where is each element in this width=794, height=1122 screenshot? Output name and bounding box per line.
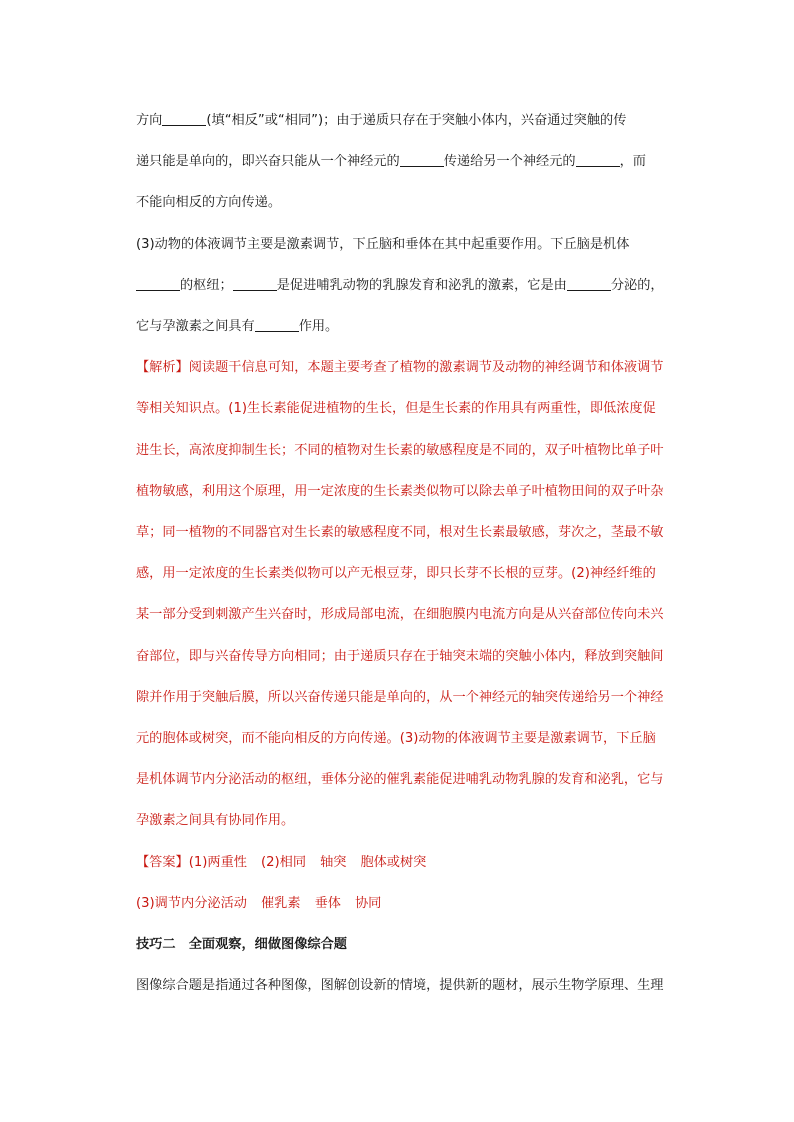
text-fragment: 传递给另一个神经元的: [443, 154, 576, 170]
answer-blank: [136, 276, 180, 291]
answer-item: 轴突: [320, 854, 347, 870]
analysis-line: 孕激素之间具有协同作用。: [136, 813, 295, 829]
question-2-line-2: [136, 141, 696, 182]
analysis-line: 是机体调节内分泌活动的枢纽，垂体分泌的催乳素能促进哺乳动物乳腺的发育和泌乳，它与: [136, 772, 664, 788]
answer-row-2: [136, 883, 696, 924]
analysis-line: 进生长，高浓度抑制生长；不同的植物对生长素的敏感程度是不同的，双子叶植物比单子叶: [136, 442, 664, 458]
text-fragment: 的枢纽；: [180, 277, 233, 293]
text-fragment: 作用。: [298, 319, 339, 335]
answer-item: 胞体或树突: [360, 854, 427, 870]
answer-blank: [233, 276, 277, 291]
analysis-line: 草；同一植物的不同器官对生长素的敏感程度不同，根对生长素最敏感，芽次之，茎最不敏: [136, 525, 664, 541]
answer-item: 协同: [354, 895, 382, 911]
analysis-line: 植物敏感，利用这个原理，用一定浓度的生长素类似物可以除去单子叶植物田间的双子叶杂: [136, 483, 664, 499]
analysis-text: 阅读题干信息可知，本题主要考查了植物的激素调节及动物的神经调节和体液调节: [188, 360, 664, 376]
answer-item: 垂体: [314, 895, 341, 911]
text-fragment: 方向: [136, 113, 163, 128]
answer-item: (3)调节内分泌活动: [136, 895, 247, 911]
section-heading: 技巧二 全面观察，细做图像综合题: [136, 937, 347, 953]
answer-item: (2)相同: [261, 854, 307, 870]
text-fragment: ，而: [619, 154, 646, 170]
text-fragment: 分泌的，: [610, 277, 664, 293]
question-2-line-1: [136, 100, 696, 141]
analysis-line: 奋部位，即与兴奋传导方向相同；由于递质只存在于轴突末端的突触小体内，释放到突触间: [136, 648, 664, 664]
question-3-line-3: [136, 306, 696, 347]
document-body: [136, 100, 696, 1006]
analysis-tag: 【解析】: [136, 360, 189, 376]
answer-blank: [576, 152, 620, 167]
analysis-line: 隙并作用于突触后膜，所以兴奋传递只能是单向的，从一个神经元的轴突传递给另一个神经: [136, 689, 664, 705]
answer-blank: [567, 276, 611, 291]
question-3-line-2: [136, 265, 696, 306]
text-fragment: 它与孕激素之间具有: [136, 319, 255, 335]
answer-blank: [255, 317, 299, 332]
question-2-line-3: 不能向相反的方向传递。: [136, 195, 282, 211]
analysis-line: [136, 347, 696, 388]
answer-blank: [162, 111, 206, 126]
text-fragment: 递只能是单向的，即兴奋只能从一个神经元的: [136, 154, 400, 170]
section-body-line: 图像综合题是指通过各种图像，图解创设新的情境，提供新的题材，展示生物学原理、生理: [136, 978, 664, 994]
analysis-line: 某一部分受到刺激产生兴奋时，形成局部电流，在细胞膜内电流方向是从兴奋部位传向未兴: [136, 607, 664, 623]
analysis-line: 感，用一定浓度的生长素类似物可以产无根豆芽，即只长芽不长根的豆芽。(2)神经纤维的: [136, 566, 656, 582]
analysis-block: [136, 347, 696, 924]
question-3-line-1: (3)动物的体液调节主要是激素调节，下丘脑和垂体在其中起重要作用。下丘脑是机体: [136, 236, 630, 252]
analysis-line: 等相关知识点。(1)生长素能促进植物的生长，但是生长素的作用具有两重性，即低浓度促: [136, 401, 656, 417]
analysis-line: 元的胞体或树突，而不能向相反的方向传递。(3)动物的体液调节主要是激素调节，下丘脑: [136, 731, 656, 747]
text-fragment: 是促进哺乳动物的乳腺发育和泌乳的激素，它是由: [276, 277, 567, 293]
text-fragment: (填“相反”或“相同”)；由于递质只存在于突触小体内，兴奋通过突触的传: [206, 113, 627, 128]
answer-tag: 【答案】: [136, 854, 189, 870]
answer-blank: [400, 152, 444, 167]
answer-item: 催乳素: [261, 895, 301, 911]
answer-item: (1)两重性: [188, 854, 247, 870]
answer-row-1: [136, 842, 696, 883]
